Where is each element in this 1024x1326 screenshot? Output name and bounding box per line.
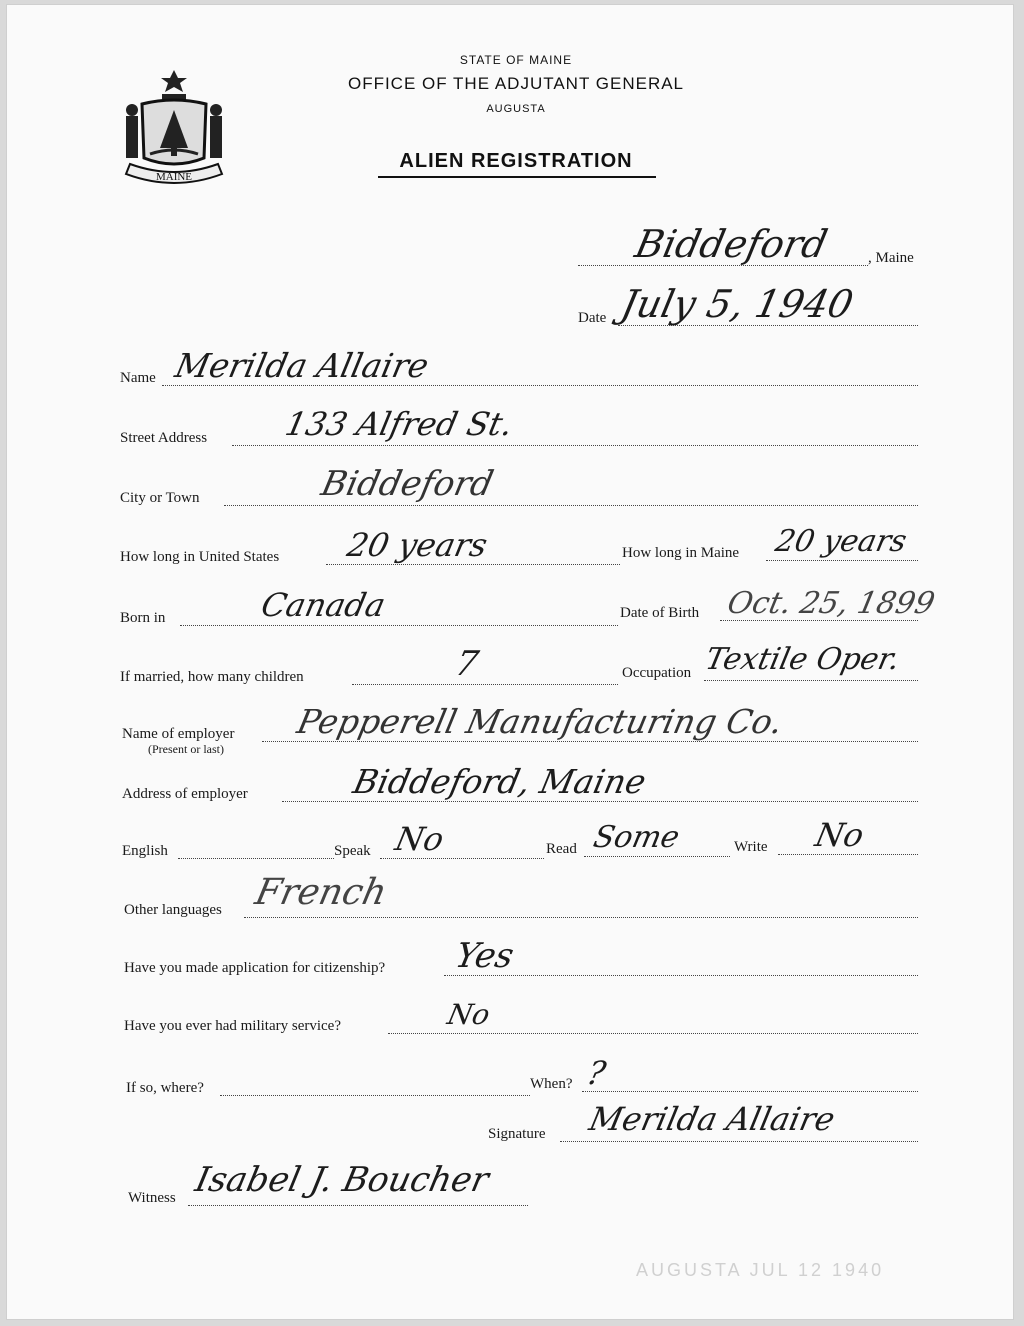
military-line — [388, 1033, 918, 1034]
speak-label: Speak — [334, 843, 371, 859]
witness-value: Isabel J. Boucher — [191, 1160, 493, 1200]
english-label: English — [122, 843, 168, 859]
speak-line — [380, 858, 544, 859]
title-underline — [378, 176, 656, 178]
date-label: Date — [578, 310, 607, 326]
when-line — [582, 1091, 918, 1092]
occupation-line — [704, 680, 918, 681]
how-long-maine-value: 20 years — [772, 524, 910, 559]
street-value: 133 Alfred St. — [281, 405, 517, 443]
military-label: Have you ever had military service? — [124, 1018, 341, 1034]
employer-line — [262, 741, 918, 742]
form-title: ALIEN REGISTRATION — [399, 150, 633, 172]
read-line — [584, 856, 730, 857]
received-stamp: AUGUSTA JUL 12 1940 — [636, 1260, 885, 1280]
header-office: OFFICE OF THE ADJUTANT GENERAL — [347, 74, 685, 93]
street-label: Street Address — [120, 430, 208, 446]
born-in-line — [180, 625, 618, 626]
maine-suffix: , Maine — [868, 250, 914, 266]
how-long-maine-line — [766, 560, 918, 561]
occupation-label: Occupation — [622, 665, 692, 681]
when-value: ? — [583, 1054, 610, 1092]
signature-label: Signature — [488, 1126, 546, 1142]
employer-address-line — [282, 801, 918, 802]
where-line — [220, 1095, 530, 1096]
write-line — [778, 854, 918, 855]
write-value: No — [811, 816, 868, 854]
city-value: Biddeford — [317, 464, 497, 504]
born-in-value: Canada — [257, 586, 389, 624]
employer-value: Pepperell Manufacturing Co. — [293, 702, 787, 741]
street-line — [232, 445, 918, 446]
children-value: 7 — [451, 644, 482, 684]
citizenship-line — [444, 975, 918, 976]
dob-label: Date of Birth — [620, 605, 700, 621]
speak-value: No — [391, 820, 448, 858]
other-languages-value: French — [251, 872, 391, 913]
seal-banner-text: MAINE — [155, 171, 193, 183]
how-long-us-value: 20 years — [343, 526, 491, 564]
signature-line — [560, 1141, 918, 1142]
employer-address-value: Biddeford, Maine — [349, 762, 650, 801]
other-languages-label: Other languages — [124, 902, 222, 918]
citizenship-label: Have you made application for citizenship? — [124, 960, 386, 976]
born-in-label: Born in — [120, 610, 166, 626]
how-long-maine-label: How long in Maine — [622, 545, 740, 561]
witness-label: Witness — [128, 1190, 176, 1206]
occupation-value: Textile Oper. — [702, 642, 903, 677]
children-line — [352, 684, 618, 685]
write-label: Write — [734, 839, 768, 855]
signature-value: Merilda Allaire — [585, 1100, 839, 1138]
how-long-us-label: How long in United States — [120, 549, 280, 565]
city-line — [224, 505, 918, 506]
city-label: City or Town — [120, 490, 200, 506]
read-value: Some — [590, 820, 683, 855]
name-label: Name — [120, 370, 156, 386]
other-languages-line — [244, 917, 918, 918]
name-line — [162, 385, 918, 386]
witness-line — [188, 1205, 528, 1206]
military-value: No — [444, 998, 493, 1031]
date-value: July 5, 1940 — [617, 282, 858, 326]
dob-value: Oct. 25, 1899 — [724, 586, 938, 621]
header-city: AUGUSTA — [486, 103, 546, 115]
town-value: Biddeford — [631, 222, 832, 266]
employer-address-label: Address of employer — [122, 786, 248, 802]
employer-label: Name of employer — [122, 726, 235, 742]
english-line — [178, 858, 334, 859]
children-label: If married, how many children — [120, 669, 304, 685]
read-label: Read — [546, 841, 577, 857]
name-value: Merilda Allaire — [171, 346, 433, 385]
when-label: When? — [530, 1076, 573, 1092]
maine-state-seal-icon — [120, 66, 228, 194]
employer-note: (Present or last) — [148, 742, 224, 756]
header-state: STATE OF MAINE — [459, 53, 573, 67]
where-label: If so, where? — [126, 1080, 204, 1096]
citizenship-value: Yes — [451, 936, 518, 976]
how-long-us-line — [326, 564, 620, 565]
